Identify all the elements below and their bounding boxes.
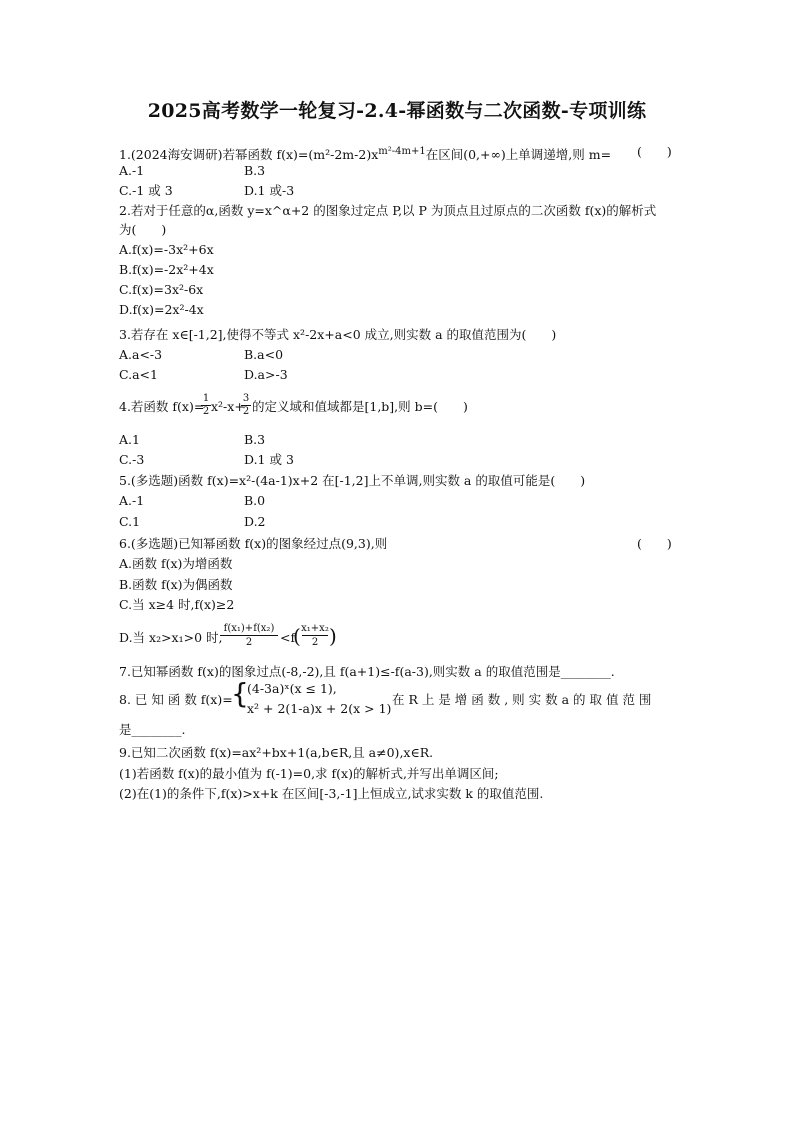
question-3-option-a: A.a<-3 xyxy=(119,347,163,362)
question-1-option-a: A.-1 xyxy=(119,163,145,178)
question-8-stem-post: 在 R 上 是 增 函 数 , 则 实 数 a 的 取 值 范 围 xyxy=(392,692,652,707)
question-2-option-b: B.f(x)=-2x²+4x xyxy=(119,262,214,277)
question-5-stem: 5.(多选题)函数 f(x)=x²-(4a-1)x+2 在[-1,2]上不单调,则实数 a 的取值可能是( ) xyxy=(119,473,586,488)
right-paren-large: ) xyxy=(329,624,337,648)
question-8-stem-continued: 是________. xyxy=(119,722,186,737)
question-9-part-1: (1)若函数 f(x)的最小值为 f(-1)=0,求 f(x)的解析式,并写出单调区间; xyxy=(119,766,499,781)
question-2-option-d: D.f(x)=2x²-4x xyxy=(119,302,204,317)
question-4-frac2-numerator: 3 xyxy=(242,393,250,404)
left-paren-large: ( xyxy=(293,624,301,648)
question-5-option-d: D.2 xyxy=(244,514,266,529)
question-6-option-d-frac2-denominator: 2 xyxy=(311,637,319,648)
question-4-option-d: D.1 或 3 xyxy=(244,452,294,467)
question-1-exponent: m²-4m+1 xyxy=(378,146,426,157)
question-9-part-2: (2)在(1)的条件下,f(x)>x+k 在区间[-3,-1]上恒成立,试求实数 k 的取值范围. xyxy=(119,786,544,801)
question-5-option-b: B.0 xyxy=(244,493,266,508)
question-3-option-d: D.a>-3 xyxy=(244,367,288,382)
question-6-option-d-mid: <f xyxy=(280,630,296,645)
question-2-option-a: A.f(x)=-3x²+6x xyxy=(119,242,214,257)
question-6-option-d-frac2-bar xyxy=(302,635,328,636)
question-1-option-d: D.1 或-3 xyxy=(244,183,295,198)
question-1-stem xyxy=(119,144,611,163)
question-1-option-b: B.3 xyxy=(244,163,266,178)
question-6-option-c: C.当 x≥4 时,f(x)≥2 xyxy=(119,597,235,612)
question-2-stem-continued: 为( ) xyxy=(119,222,167,237)
question-2-option-c: C.f(x)=3x²-6x xyxy=(119,282,204,297)
question-1-stem-tail: 在区间(0,+∞)上单调递增,则 m= xyxy=(425,147,612,163)
question-6-answer-paren: ( ) xyxy=(637,536,672,551)
page-title: 2025高考数学一轮复习-2.4-幂函数与二次函数-专项训练 xyxy=(147,100,647,122)
question-4-option-a: A.1 xyxy=(119,432,140,447)
question-4-stem-mid: x²-x+ xyxy=(211,399,245,414)
question-6-option-b: B.函数 f(x)为偶函数 xyxy=(119,577,233,592)
question-3-option-b: B.a<0 xyxy=(244,347,284,362)
question-4-stem-pre: 4.若函数 f(x)= xyxy=(119,399,205,414)
question-3-option-c: C.a<1 xyxy=(119,367,158,382)
question-1-answer-paren: ( ) xyxy=(637,144,672,159)
question-1-stem-text: 1.(2024海安调研)若幂函数 f(x)=(m²-2m-2)x xyxy=(119,147,379,163)
question-3-stem: 3.若存在 x∈[-1,2],使得不等式 x²-2x+a<0 成立,则实数 a 的取值范围为( ) xyxy=(119,327,557,342)
question-4-frac1-numerator: 1 xyxy=(202,393,210,404)
question-5-option-c: C.1 xyxy=(119,514,141,529)
question-6-stem: 6.(多选题)已知幂函数 f(x)的图象经过点(9,3),则 xyxy=(119,536,388,551)
question-6-option-a: A.函数 f(x)为增函数 xyxy=(119,556,233,571)
question-4-option-b: B.3 xyxy=(244,432,266,447)
question-2-stem: 2.若对于任意的α,函数 y=x^α+2 的图象过定点 P,以 P 为顶点且过原点的二次函数 f(x)的解析式 xyxy=(119,203,657,218)
question-4-frac1-denominator: 2 xyxy=(202,406,210,417)
question-8-stem-pre: 8. 已 知 函 数 f(x)= xyxy=(119,692,233,707)
question-6-option-d-frac-bar xyxy=(220,635,278,636)
question-6-option-d-frac-numerator: f(x₁)+f(x₂) xyxy=(223,623,275,634)
question-5-option-a: A.-1 xyxy=(119,493,145,508)
question-6-option-d-frac2-numerator: x₁+x₂ xyxy=(301,623,329,634)
question-1-option-c: C.-1 或 3 xyxy=(119,183,173,198)
question-7-stem: 7.已知幂函数 f(x)的图象过点(-8,-2),且 f(a+1)≤-f(a-3),则实数 a 的取值范围是________. xyxy=(119,664,615,679)
question-9-stem: 9.已知二次函数 f(x)=ax²+bx+1(a,b∈R,且 a≠0),x∈R. xyxy=(119,745,434,760)
question-4-stem-post: 的定义域和值域都是[1,b],则 b=( ) xyxy=(252,399,468,414)
piecewise-brace: { xyxy=(231,677,249,710)
question-8-case-1: (4-3a)ˣ(x ≤ 1), xyxy=(247,681,337,696)
question-6-option-d-pre: D.当 x₂>x₁>0 时, xyxy=(119,630,223,645)
question-8-case-2: x² + 2(1-a)x + 2(x > 1) xyxy=(247,701,392,716)
question-6-option-d-frac-denominator: 2 xyxy=(245,637,253,648)
question-4-frac2-denominator: 2 xyxy=(242,406,250,417)
question-4-option-c: C.-3 xyxy=(119,452,145,467)
